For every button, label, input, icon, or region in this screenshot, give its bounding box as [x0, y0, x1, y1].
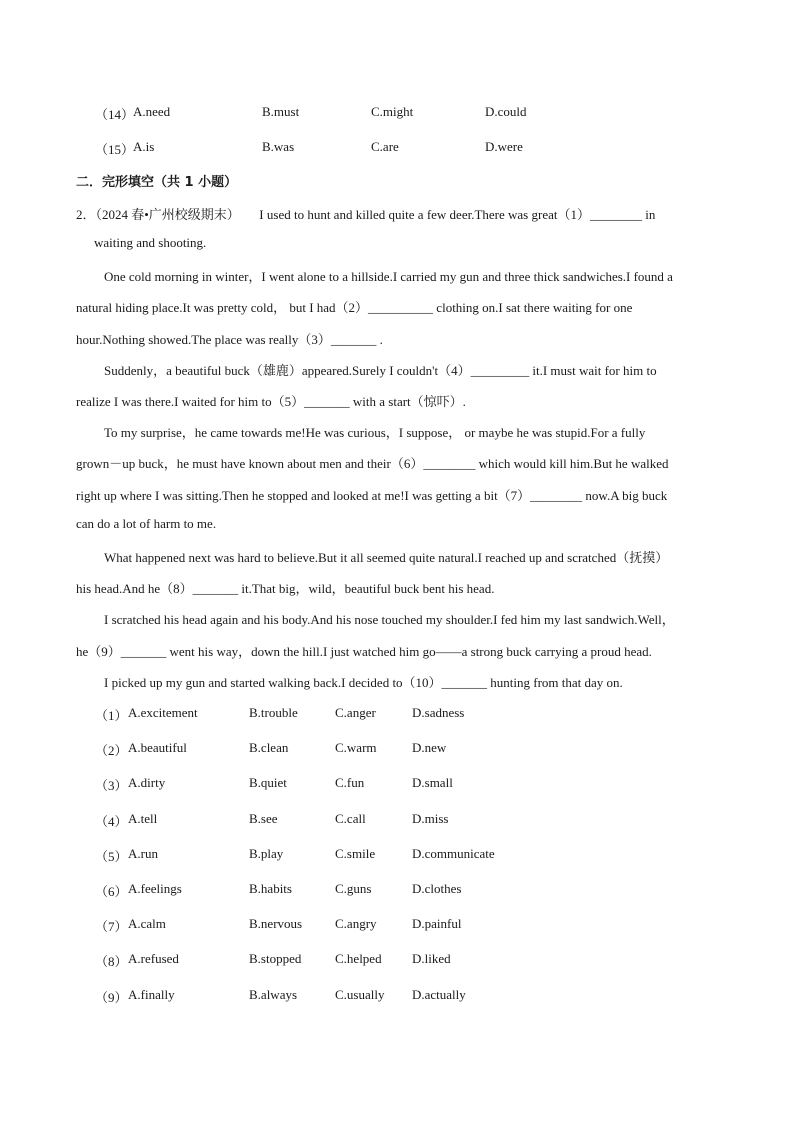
option-d: D.liked [412, 951, 451, 966]
passage-line: To my surprise，he came towards me!He was curious，I suppose， or maybe he was stupid.For a fully [104, 425, 646, 440]
passage-line: I scratched his head again and his body.And his nose touched my shoulder.I fed him my last sandwich.Well， [104, 612, 675, 627]
option-b: B.was [262, 139, 295, 154]
option-c: C.call [335, 811, 366, 826]
option-c: C.smile [335, 846, 376, 861]
option-a: A.dirty [128, 775, 166, 790]
option-c: C.might [371, 104, 414, 119]
question-number: （8） [95, 954, 128, 969]
option-d: D.could [485, 104, 527, 119]
option-b: B.see [249, 811, 278, 826]
option-a: A.calm [128, 916, 166, 931]
option-b: B.must [262, 104, 300, 119]
passage-line: his head.And he（8）_______ it.That big，wild，beautiful buck bent his head. [76, 581, 495, 596]
passage-line: natural hiding place.It was pretty cold， but I had（2）__________ clothing on.I sat there waiting for one [76, 300, 633, 315]
question-number: （6） [95, 884, 128, 899]
passage-line: I picked up my gun and started walking back.I decided to（10）_______ hunting from that day on. [104, 675, 623, 690]
option-d: D.clothes [412, 881, 462, 896]
option-b: B.nervous [249, 916, 303, 931]
question-number: （3） [95, 778, 128, 793]
option-c: C.guns [335, 881, 372, 896]
option-a: A.finally [128, 987, 175, 1002]
option-b: B.trouble [249, 705, 298, 720]
passage-line: right up where I was sitting.Then he stopped and looked at me!I was getting a bit（7）________ now.A big buck [76, 488, 668, 503]
option-c: C.helped [335, 951, 382, 966]
passage-line: waiting and shooting. [94, 235, 207, 250]
section-title: 二．完形填空（共 1 小题） [76, 175, 238, 190]
option-a: A.excitement [128, 705, 198, 720]
passage-line: hour.Nothing showed.The place was really（3）_______ . [76, 332, 383, 347]
passage-line: What happened next was hard to believe.But it all seemed quite natural.I reached up and scratched（抚摸） [104, 550, 669, 565]
option-d: D.miss [412, 811, 449, 826]
option-a: A.need [133, 104, 171, 119]
option-d: D.new [412, 740, 447, 755]
option-a: A.tell [128, 811, 158, 826]
option-d: D.communicate [412, 846, 495, 861]
option-a: A.run [128, 846, 158, 861]
option-b: B.clean [249, 740, 289, 755]
option-a: A.is [133, 139, 155, 154]
option-d: D.were [485, 139, 523, 154]
option-b: B.always [249, 987, 298, 1002]
question-number: （4） [95, 814, 128, 829]
option-d: D.small [412, 775, 453, 790]
option-c: C.usually [335, 987, 385, 1002]
question-number: （7） [95, 919, 128, 934]
passage-line: Suddenly，a beautiful buck（雄鹿）appeared.Surely I couldn't（4）_________ it.I must wait for him to [104, 363, 657, 378]
option-b: B.play [249, 846, 284, 861]
option-b: B.stopped [249, 951, 302, 966]
passage-line: grown－up buck，he must have known about men and their（6）________ which would kill him.But he walked [76, 456, 669, 471]
passage-line: 2．（2024 春•广州校级期末） I used to hunt and killed quite a few deer.There was great（1）________ in [76, 207, 656, 222]
passage-line: realize I was there.I waited for him to（5）_______ with a start（惊吓）. [76, 394, 466, 409]
passage-line: One cold morning in winter，I went alone to a hillside.I carried my gun and three thick sandwiches.I found a [104, 269, 673, 284]
question-number: （14） [95, 107, 135, 122]
option-c: C.fun [335, 775, 365, 790]
option-d: D.actually [412, 987, 466, 1002]
question-number: （1） [95, 708, 128, 723]
option-b: B.habits [249, 881, 292, 896]
passage-line: he（9）_______ went his way，down the hill.I just watched him go——a strong buck carrying a proud head. [76, 644, 652, 659]
option-c: C.warm [335, 740, 377, 755]
option-c: C.are [371, 139, 399, 154]
passage-line: can do a lot of harm to me. [76, 516, 217, 531]
option-a: A.feelings [128, 881, 182, 896]
option-c: C.anger [335, 705, 376, 720]
question-number: （5） [95, 849, 128, 864]
option-b: B.quiet [249, 775, 287, 790]
question-number: （15） [95, 142, 135, 157]
question-number: （9） [95, 990, 128, 1005]
option-a: A.refused [128, 951, 179, 966]
option-a: A.beautiful [128, 740, 187, 755]
option-c: C.angry [335, 916, 377, 931]
question-number: （2） [95, 743, 128, 758]
option-d: D.painful [412, 916, 462, 931]
option-d: D.sadness [412, 705, 465, 720]
